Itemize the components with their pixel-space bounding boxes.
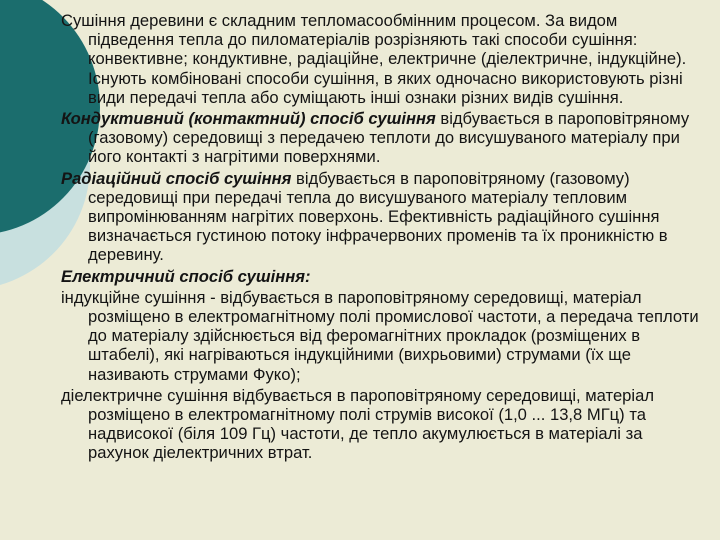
electric-heading: Електричний спосіб сушіння: [61, 266, 311, 286]
slide-body [61, 11, 706, 465]
conductive-paragraph [61, 109, 706, 167]
radiation-term: Радіаційний спосіб сушіння [61, 168, 292, 188]
induction-paragraph: індукційне сушіння - відбувається в пароповітряному середовищі, матеріал розміщено в електромагнітному полі промислової частоти, а передача теплоти до матеріалу здійснюється від феромагнітних прокладок (розміщених в штабелі), які нагріваються індукційними (вихрьовими) струмами (їх ще називають струмами Фуко); [61, 287, 699, 384]
intro-paragraph: Сушіння деревини є складним тепломасообмінним процесом. За видом підведення тепла до пиломатеріалів розрізняють такі способи сушіння: конвективне; кондуктивне, радіаційне, електричне (діелектричне, індукційне). Існують комбіновані способи сушіння, в яких одночасно використовують різні види передачі тепла або суміщають інші ознаки різних видів сушіння. [61, 11, 687, 107]
radiation-paragraph [61, 169, 706, 265]
conductive-term: Кондуктивний (контактний) спосіб сушіння [61, 109, 436, 129]
conductive-text: відбувається в пароповітряному (газовому) середовищі з передачею теплоти до висушуваного матеріалу при його контакті з нагрітими поверхнями. [88, 109, 690, 167]
radiation-text: відбувається в пароповітряному (газовому) середовищі при передачі тепла до висушуваного матеріалу тепловим випромінюванням нагрітих поверхонь. Ефективність радіаційного сушіння визначається густиною потоку інфрачервоних променів та їх проникністю в деревину. [88, 168, 668, 265]
dielectric-paragraph: діелектричне сушіння відбувається в пароповітряному середовищі, матеріал розміщено в електромагнітному полі струмів високої (1,0 ... 13,8 МГц) та надвисокої (біля 109 Гц) частоти, де тепло акумулюється в матеріалі за рахунок діелектричних втрат. [61, 385, 654, 463]
